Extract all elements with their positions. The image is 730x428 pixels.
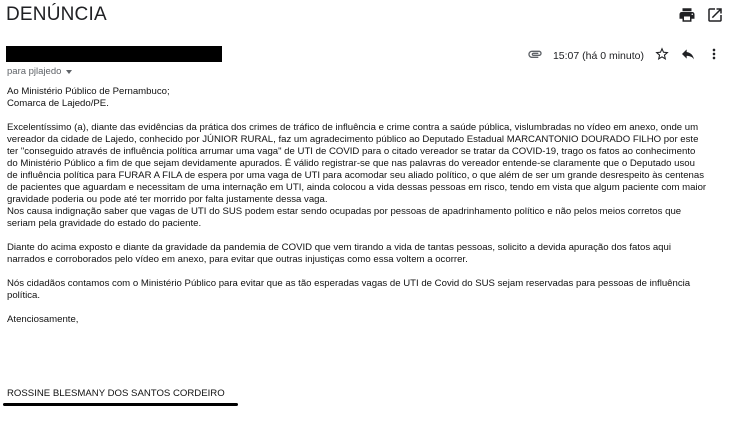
email-subject: DENÚNCIA (6, 4, 107, 25)
recipient-label: para pjlajedo (7, 66, 62, 77)
body-line: Nos causa indignação saber que vagas de UTI do SUS podem estar sendo ocupadas por pessoas de apadrinhamento político e não pelos meios corretos que (7, 206, 682, 217)
closing: Atenciosamente, (7, 314, 79, 325)
body-line: Nós cidadãos contamos com o Ministério Público para evitar que as tão esperadas vagas de UTI de Covid do SUS sejam reservadas para pessoas de influência (7, 278, 691, 289)
message-meta (527, 46, 722, 65)
recipient-line[interactable] (7, 66, 72, 77)
body-line: de influência política para FURAR A FILA de espera por uma vaga de UTI para acomodar seu aliado político, o que além de ser um grande desrespeito às centenas (7, 170, 705, 181)
sender-redaction (6, 46, 222, 62)
open-in-new-icon[interactable] (706, 6, 724, 24)
body-line: política. (7, 290, 41, 301)
signature-underline (3, 403, 238, 406)
salutation-line: Comarca de Lajedo/PE. (7, 98, 109, 109)
chevron-down-icon[interactable] (66, 70, 72, 74)
body-line: vereador da cidade de Lajedo, conhecido por JÚNIOR RURAL, faz um agradecimento público ao Deputado Estadual MARCANTONIO DOURADO FILHO por este (7, 134, 699, 145)
paperclip-icon (527, 46, 543, 65)
email-body (7, 86, 723, 326)
reply-icon[interactable] (680, 46, 696, 65)
more-vert-icon[interactable] (706, 46, 722, 65)
body-line: narrados e corroborados pelo vídeo em anexo, para evitar que outras injustiças como essa voltem a ocorrer. (7, 254, 468, 265)
body-line: de pacientes que aguardam e necessitam de uma internação em UTI, ainda colocou a vida dessas pessoas em risco, tendo em vista que algum paciente com maior (7, 182, 707, 193)
body-line: ter "conseguido através de influência política arrumar uma vaga" de UTI de COVID para o citado vereador se tratar da COVID-19, trago os fatos ao conhecimento (7, 146, 696, 157)
body-line: seriam pela gravidade do estado do paciente. (7, 218, 202, 229)
body-line: Diante do acima exposto e diante da gravidade da pandemia de COVID que vem tirando a vida de tantas pessoas, solicito a devida apuração dos fatos aqui (7, 242, 671, 253)
signature-name: ROSSINE BLESMANY DOS SANTOS CORDEIRO (7, 388, 225, 399)
header-actions (678, 6, 724, 24)
salutation-line: Ao Ministério Público de Pernambuco; (7, 86, 170, 97)
star-icon[interactable] (654, 46, 670, 65)
body-line: Excelentíssimo (a), diante das evidências da prática dos crimes de tráfico de influência e crime contra a saúde pública, vislumbradas no vídeo em anexo, onde um (7, 122, 699, 133)
message-time: 15:07 (há 0 minuto) (552, 49, 644, 62)
print-icon[interactable] (678, 6, 696, 24)
body-line: gravidade poderia ou pode até ter morrido por falta justamente dessa vaga. (7, 194, 328, 205)
body-line: do Ministério Público a fim de que sejam devidamente apurados. É válido registrar-se que nas palavras do vereador entende-se claramente que o Deputado usou (7, 158, 695, 169)
